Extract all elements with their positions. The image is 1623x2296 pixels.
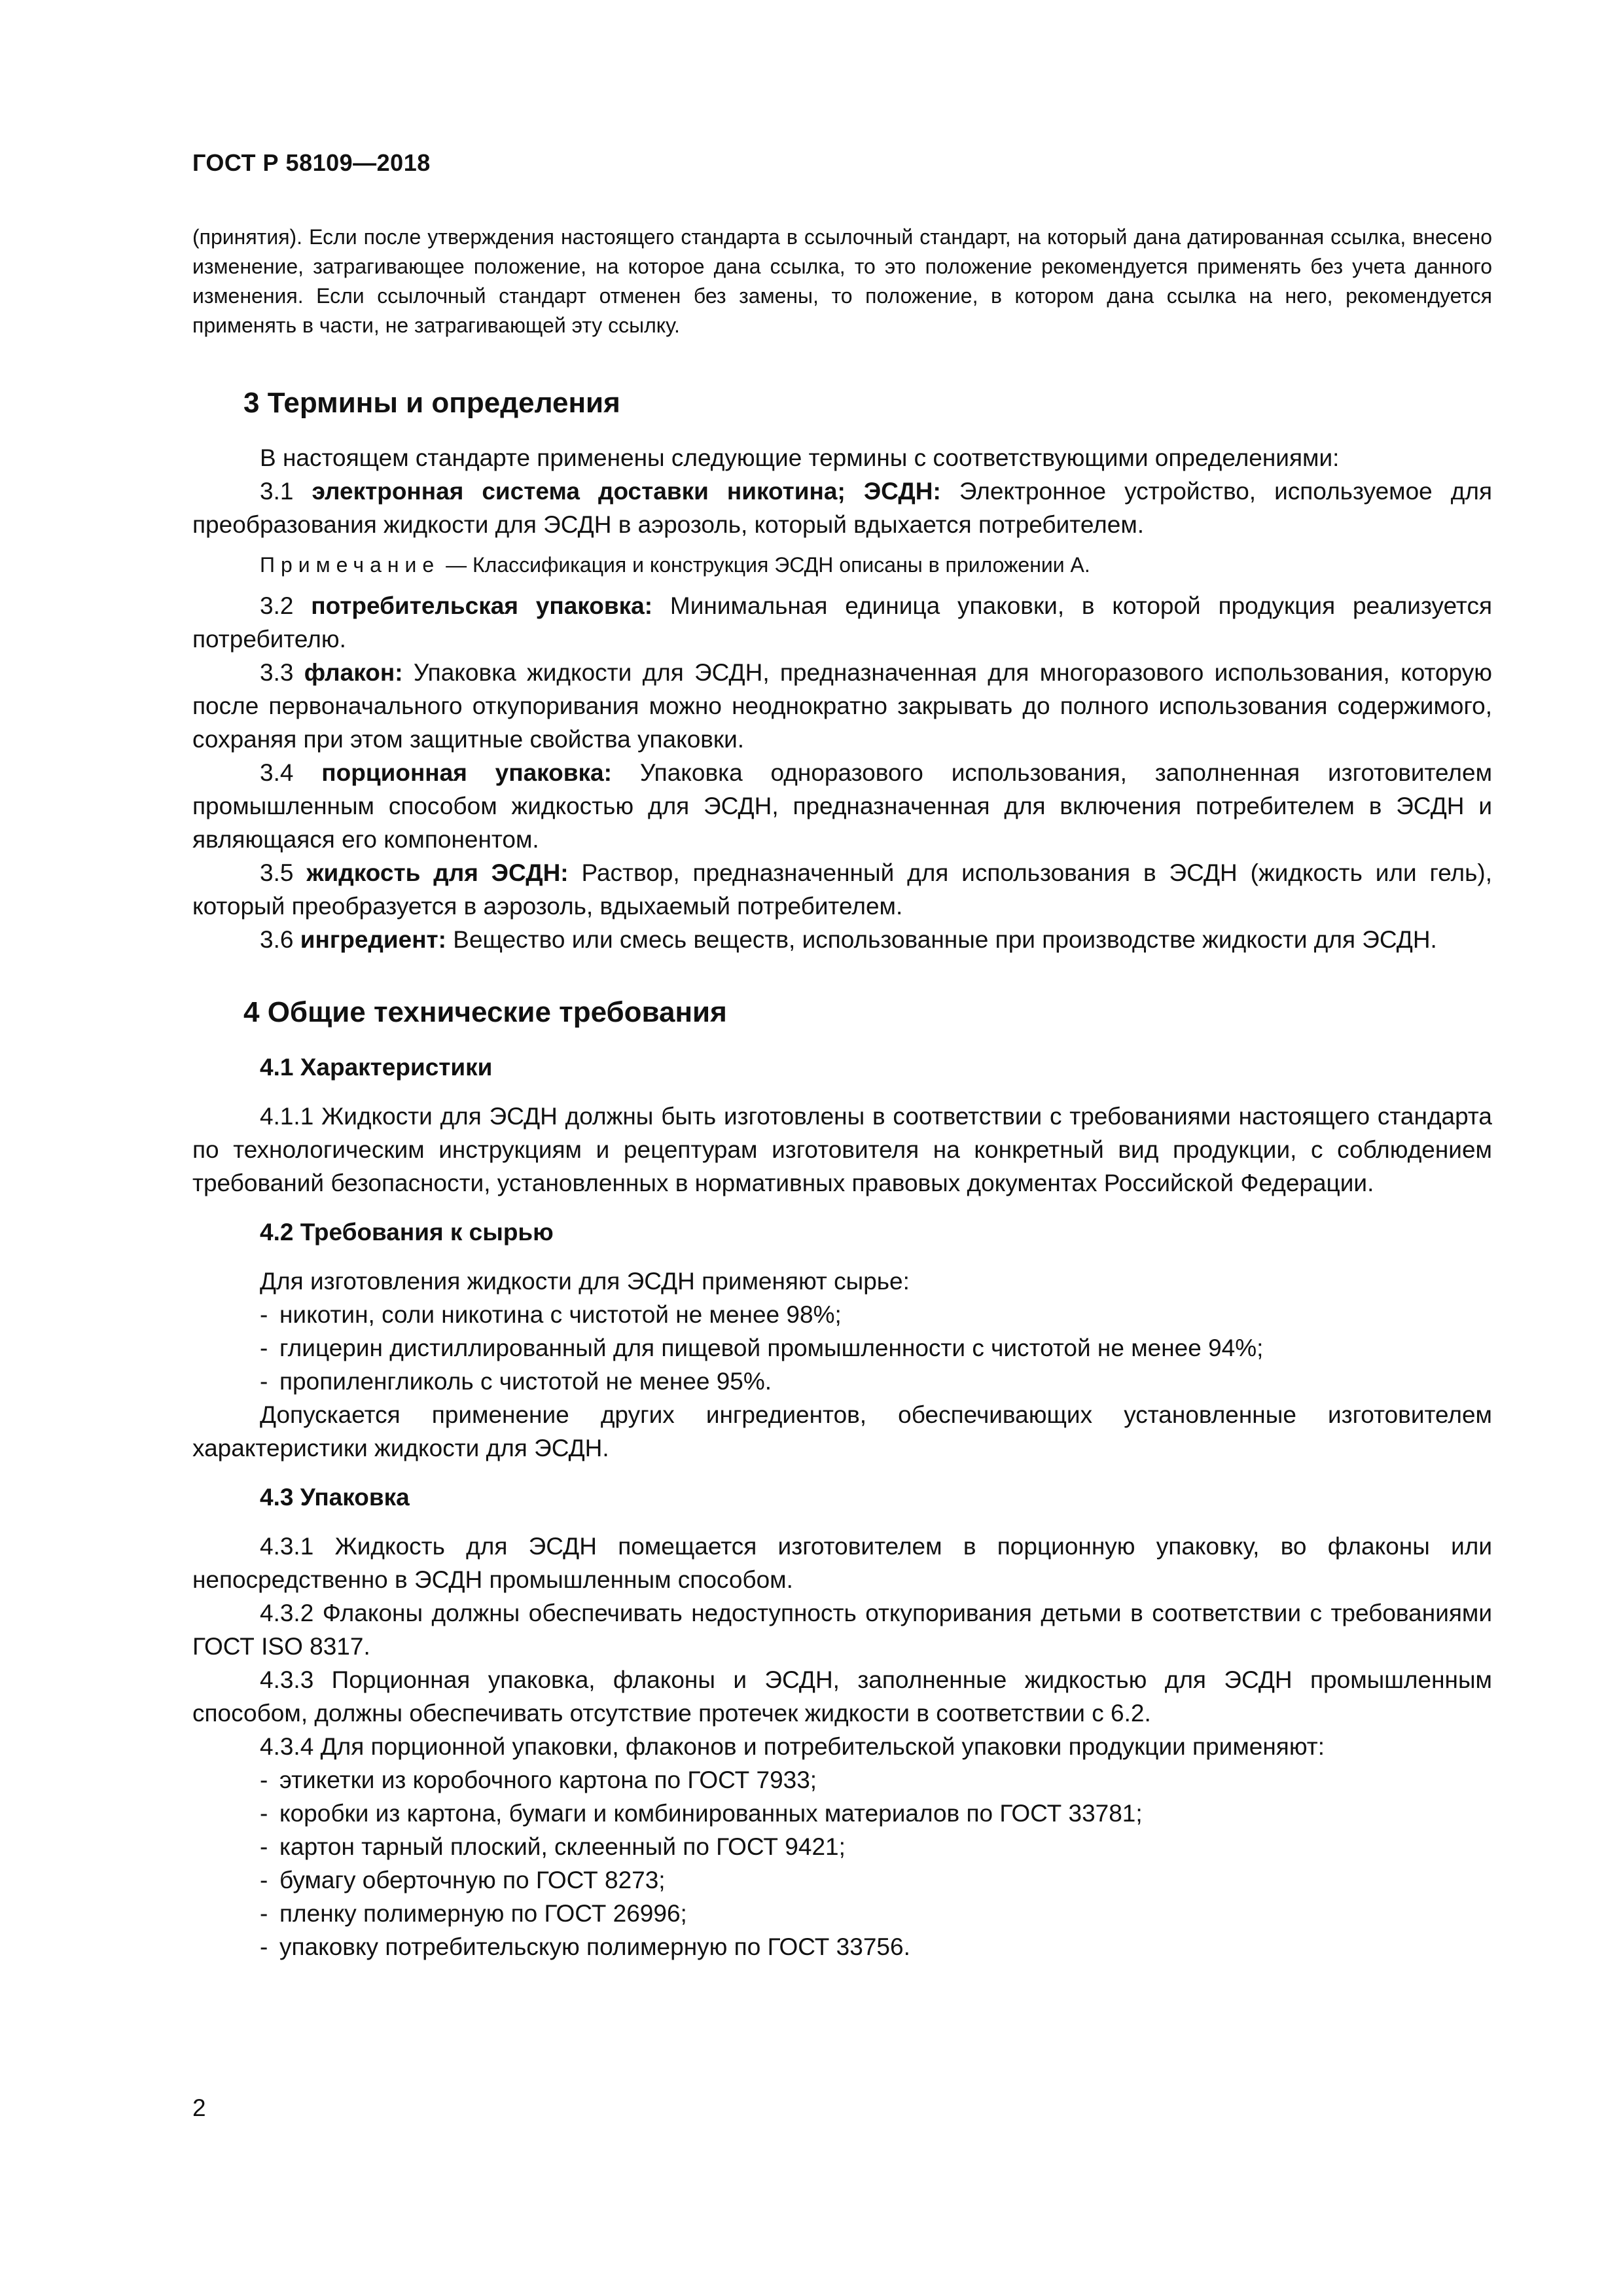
term-definition: Минимальная единица упаковки, в которой продукция реализуется потребителю. <box>192 592 1492 653</box>
term-definition: Раствор, предназначенный для использования в ЭСДН (жидкость или гель), который преобразуется в аэрозоль, вдыхаемый потребителем. <box>192 859 1493 920</box>
term-title: ингредиент: <box>300 926 447 953</box>
term-3-3 <box>192 656 1492 756</box>
term-number: 3.2 <box>260 592 294 619</box>
paragraph-4-3-4: 4.3.4 Для порционной упаковки, флаконов и потребительской упаковки продукции применяют: <box>260 1733 1325 1760</box>
note-label: Примечание <box>260 553 440 577</box>
note-text: — Классификация и конструкция ЭСДН описаны в приложении А. <box>446 553 1090 577</box>
page-number: 2 <box>192 2094 206 2121</box>
list-item: - никотин, соли никотина с чистотой не менее 98%; <box>260 1301 842 1328</box>
term-number: 3.5 <box>260 859 294 886</box>
list-item: - картон тарный плоский, склеенный по ГОСТ 9421; <box>260 1833 846 1860</box>
term-definition: Упаковка жидкости для ЭСДН, предназначенная для многоразового использования, которую после первоначального откупоривания можно неоднократно закрывать до полного использования содержимого, сохраняя при этом защитные свойства упаковки. <box>192 659 1493 753</box>
term-title: потребительская упаковка: <box>311 592 653 619</box>
term-3-6 <box>192 923 1492 956</box>
term-3-2 <box>192 589 1492 656</box>
term-title: электронная система доставки никотина; ЭСДН: <box>312 478 941 505</box>
paragraph-4-3-1: 4.3.1 Жидкость для ЭСДН помещается изготовителем в порционную упаковку, во флаконы или непосредственно в ЭСДН промышленным способом. <box>192 1533 1492 1593</box>
term-definition: Электронное устройство, используемое для преобразования жидкости для ЭСДН в аэрозоль, который вдыхается потребителем. <box>192 478 1492 538</box>
document-header: ГОСТ Р 58109—2018 <box>192 149 431 176</box>
term-number: 3.6 <box>260 926 294 953</box>
term-number: 3.1 <box>260 478 294 505</box>
term-definition: Упаковка одноразового использования, заполненная изготовителем промышленным способом жидкостью для ЭСДН, предназначенная для включения потребителем в ЭСДН и являющаяся его компонентом. <box>192 759 1493 853</box>
list-item: - глицерин дистиллированный для пищевой промышленности с чистотой не менее 94%; <box>260 1335 1264 1361</box>
term-title: порционная упаковка: <box>321 759 612 786</box>
paragraph-4-3-3: 4.3.3 Порционная упаковка, флаконы и ЭСДН, заполненные жидкостью для ЭСДН промышленным способом, должны обеспечивать отсутствие протечек жидкости в соответствии с 6.2. <box>192 1666 1492 1727</box>
intro-paragraph: (принятия). Если после утверждения настоящего стандарта в ссылочный стандарт, на который дана датированная ссылка, внесено изменение, затрагивающее положение, на которое дана ссылка, то это положение рекомендуется применять без учета данного изменения. Если ссылочный стандарт отменен без замены, то положение, в котором дана ссылка на него, рекомендуется применять в части, не затрагивающей эту ссылку. <box>192 225 1492 337</box>
list-item: - этикетки из коробочного картона по ГОСТ 7933; <box>260 1767 817 1793</box>
list-item: - коробки из картона, бумаги и комбинированных материалов по ГОСТ 33781; <box>260 1800 1143 1827</box>
term-number: 3.4 <box>260 759 294 786</box>
term-definition: Вещество или смесь веществ, использованные при производстве жидкости для ЭСДН. <box>453 926 1437 953</box>
section-3-intro: В настоящем стандарте применены следующие термины с соответствующими определениями: <box>260 444 1340 471</box>
section-4-2-title: 4.2 Требования к сырью <box>260 1219 554 1246</box>
section-4-1-title: 4.1 Характеристики <box>260 1054 493 1081</box>
list-item: - пропиленгликоль с чистотой не менее 95%. <box>260 1368 772 1395</box>
paragraph-4-1-1: 4.1.1 Жидкости для ЭСДН должны быть изготовлены в соответствии с требованиями настоящего стандарта по технологическим инструкциям и рецептурам изготовителя на конкретный вид продукции, с соблюдением требований безопасности, установленных в нормативных правовых документах Российской Федерации. <box>192 1103 1492 1196</box>
term-3-1 <box>192 475 1492 541</box>
section-4-2-outro: Допускается применение других ингредиентов, обеспечивающих установленные изготовителем характеристики жидкости для ЭСДН. <box>192 1401 1492 1462</box>
paragraph-4-3-2: 4.3.2 Флаконы должны обеспечивать недоступность откупоривания детьми в соответствии с требованиями ГОСТ ISO 8317. <box>192 1600 1492 1660</box>
term-title: жидкость для ЭСДН: <box>306 859 569 886</box>
page-content <box>192 223 1492 1964</box>
term-3-5 <box>192 856 1492 923</box>
list-item: - бумагу оберточную по ГОСТ 8273; <box>260 1867 666 1893</box>
section-3-title: 3 Термины и определения <box>243 387 620 419</box>
term-number: 3.3 <box>260 659 294 686</box>
list-item: - пленку полимерную по ГОСТ 26996; <box>260 1900 687 1927</box>
term-3-4 <box>192 756 1492 856</box>
section-4-3-title: 4.3 Упаковка <box>260 1484 410 1511</box>
note <box>192 550 1492 580</box>
section-4-2-intro: Для изготовления жидкости для ЭСДН применяют сырье: <box>260 1268 910 1295</box>
section-4-title: 4 Общие технические требования <box>243 996 727 1028</box>
list-item: - упаковку потребительскую полимерную по ГОСТ 33756. <box>260 1933 910 1960</box>
term-title: флакон: <box>304 659 403 686</box>
